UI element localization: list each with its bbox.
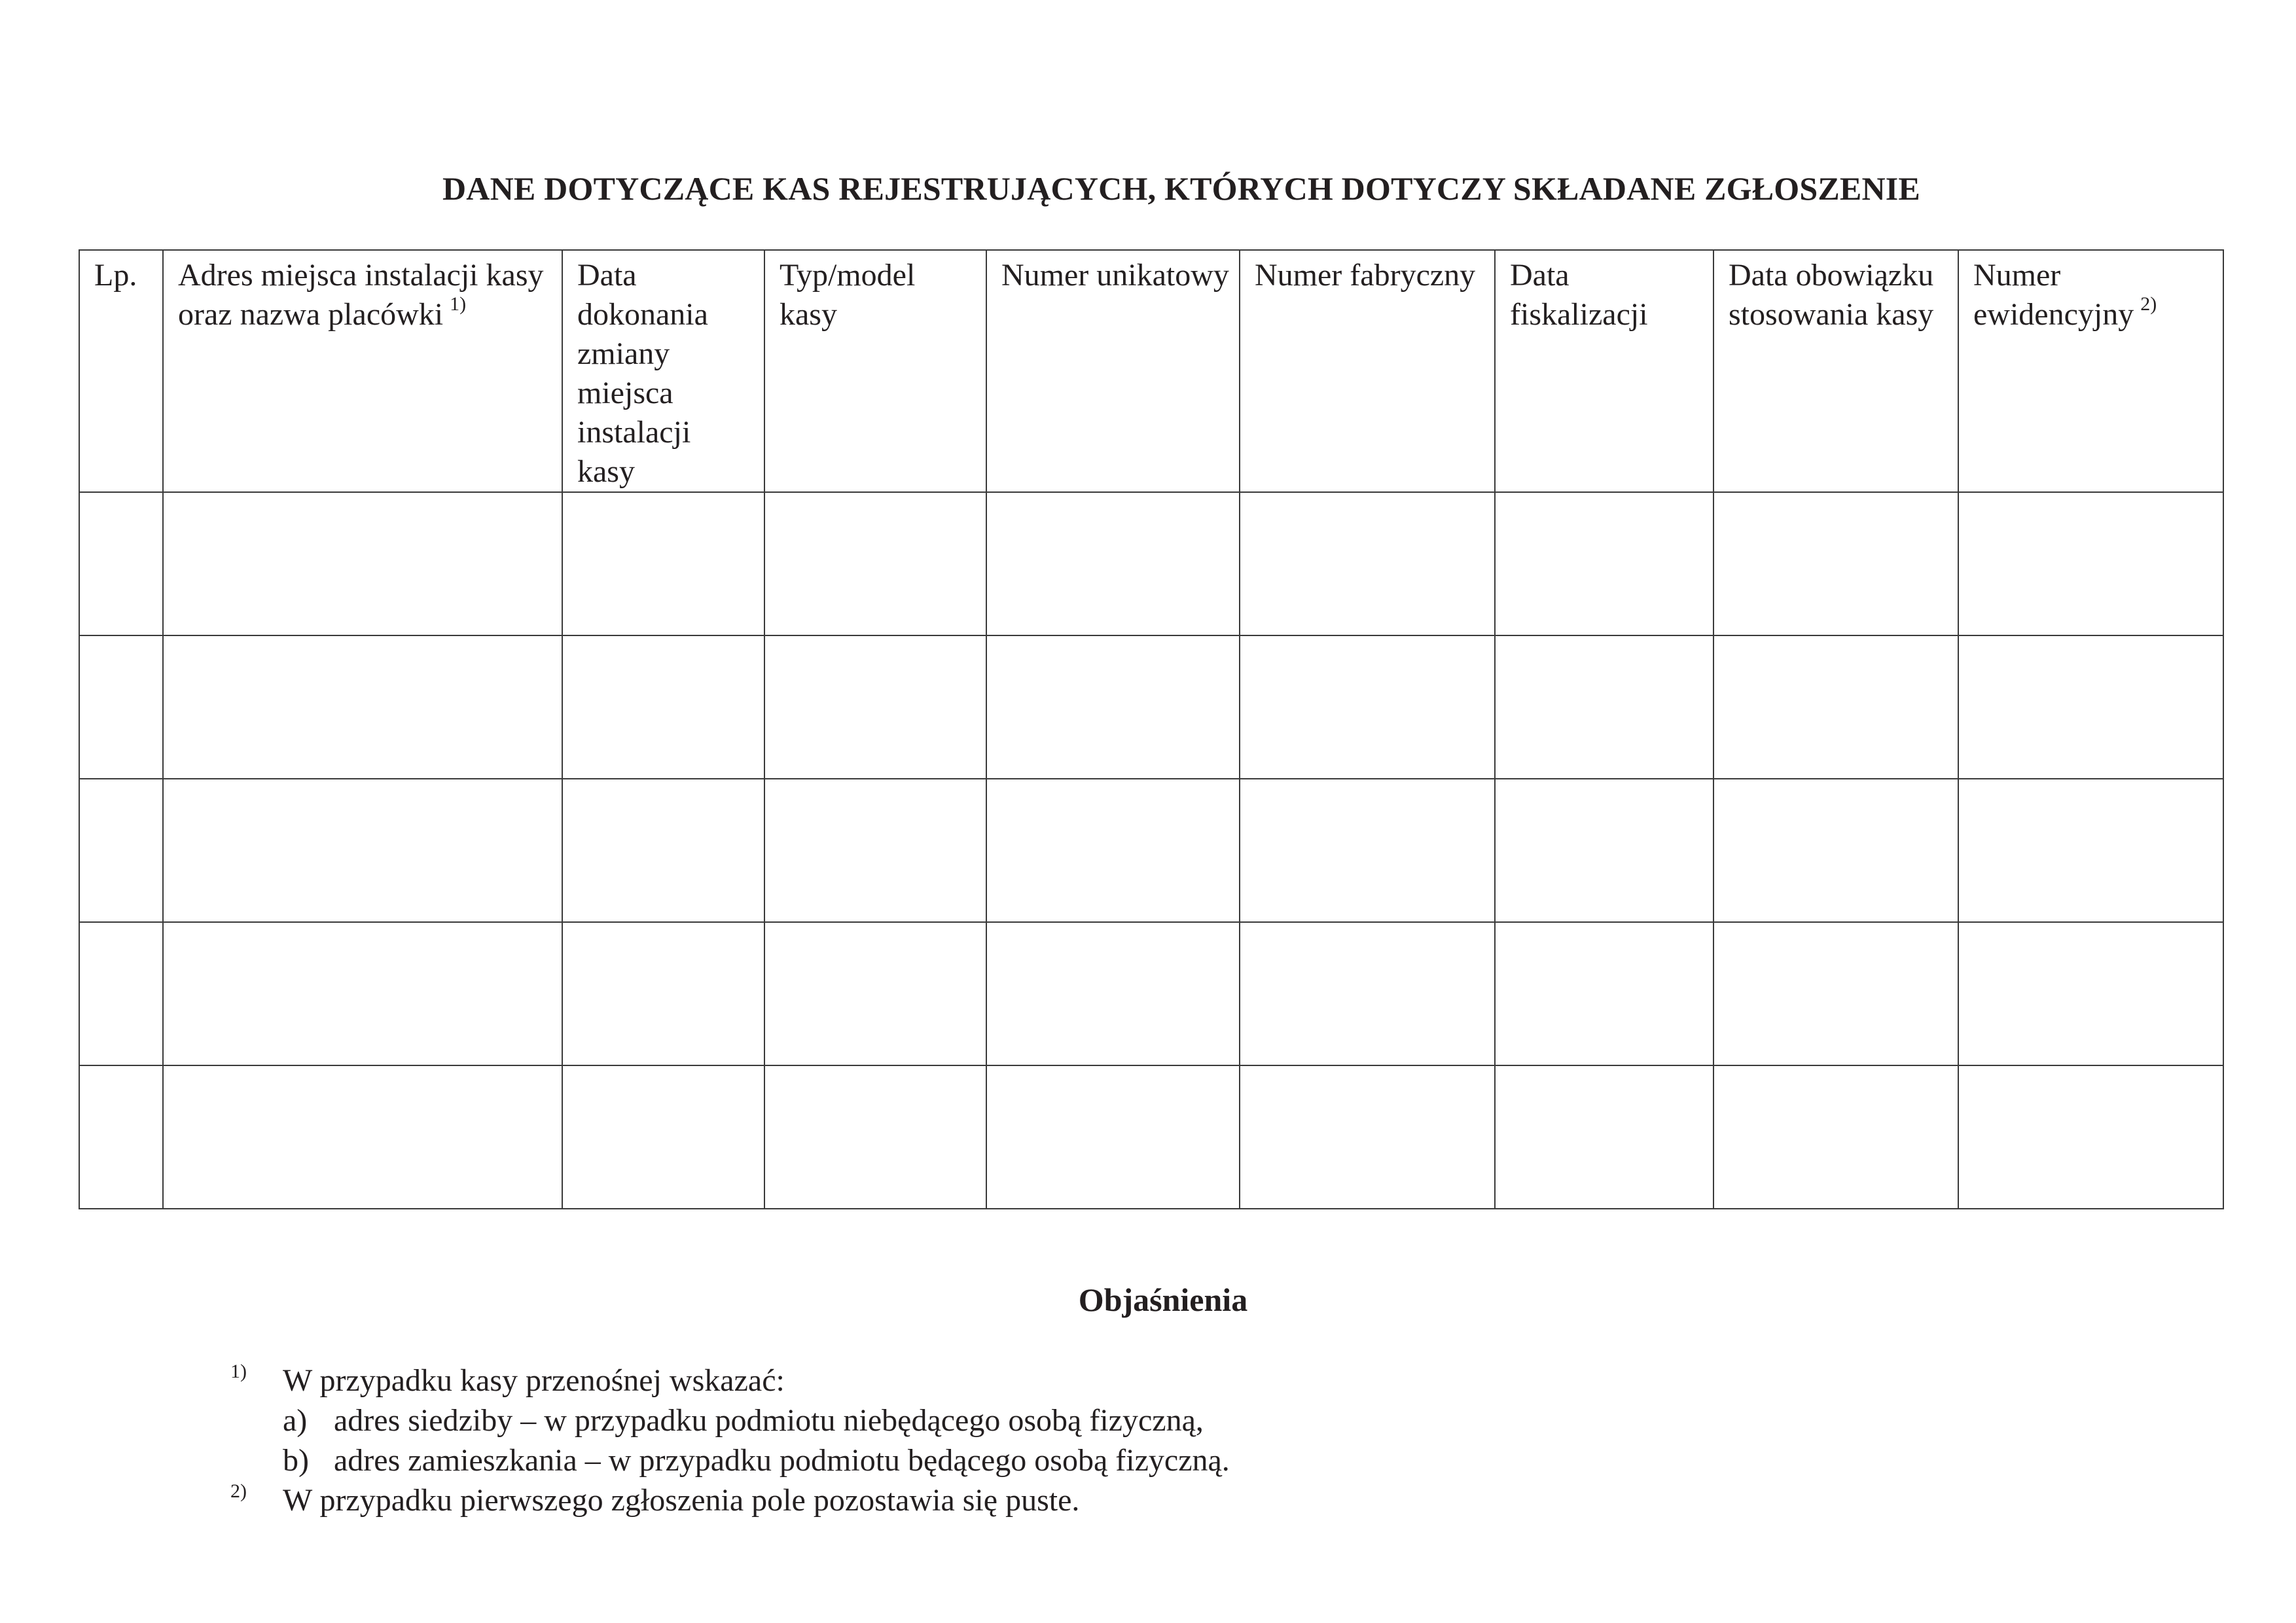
table-cell[interactable] (764, 635, 986, 779)
table-cell[interactable] (1713, 635, 1958, 779)
header-label: Data fiskalizacji (1510, 258, 1648, 332)
table-cell[interactable] (163, 635, 562, 779)
header-label: Adres miejsca instalacji kasy oraz nazwa placówki (178, 258, 544, 332)
table-cell[interactable] (986, 492, 1240, 635)
table-cell[interactable] (1958, 779, 2223, 922)
footnote-marker: 2) (230, 1480, 247, 1502)
header-fiscalization-date (1495, 250, 1713, 492)
table-cell[interactable] (1713, 1065, 1958, 1209)
document-title: DANE DOTYCZĄCE KAS REJESTRUJĄCYCH, KTÓRYCH DOTYCZY SKŁADANE ZGŁOSZENIE (442, 170, 1920, 207)
footnote-ref: 2) (2140, 293, 2157, 315)
footnote-marker: 1) (230, 1361, 247, 1382)
header-obligation-date (1713, 250, 1958, 492)
table-cell[interactable] (1495, 635, 1713, 779)
footnote-ref: 1) (450, 293, 467, 315)
table-cell[interactable] (1495, 492, 1713, 635)
table-cell[interactable] (163, 492, 562, 635)
header-model (764, 250, 986, 492)
table-cell[interactable] (764, 779, 986, 922)
table-cell[interactable] (562, 1065, 764, 1209)
table-cell[interactable] (1240, 492, 1495, 635)
table-cell[interactable] (764, 1065, 986, 1209)
table-row (79, 1065, 2223, 1209)
table-cell[interactable] (986, 779, 1240, 922)
table-cell[interactable] (562, 922, 764, 1065)
table-row (79, 779, 2223, 922)
header-factory-number (1240, 250, 1495, 492)
footnote-text: W przypadku kasy przenośnej wskazać: (283, 1363, 785, 1398)
table-cell[interactable] (163, 1065, 562, 1209)
header-label: Lp. (94, 258, 137, 293)
table-cell[interactable] (79, 779, 163, 922)
table-cell[interactable] (1240, 779, 1495, 922)
header-registry-number (1958, 250, 2223, 492)
table-row (79, 492, 2223, 635)
table-header-row (79, 250, 2223, 492)
table-row (79, 922, 2223, 1065)
footnote-text: W przypadku pierwszego zgłoszenia pole pozostawia się puste. (283, 1483, 1080, 1518)
table-cell[interactable] (1958, 922, 2223, 1065)
table-cell[interactable] (1495, 922, 1713, 1065)
table-cell[interactable] (562, 492, 764, 635)
cash-registers-table (79, 249, 2224, 1209)
table-cell[interactable] (986, 1065, 1240, 1209)
table-cell[interactable] (986, 635, 1240, 779)
table-cell[interactable] (764, 492, 986, 635)
table-cell[interactable] (1240, 1065, 1495, 1209)
table-cell[interactable] (79, 492, 163, 635)
item-letter: a) (283, 1403, 308, 1438)
table-cell[interactable] (1240, 922, 1495, 1065)
header-change-date (562, 250, 764, 492)
item-text: adres siedziby – w przypadku podmiotu niebędącego osobą fizyczną, (334, 1403, 1204, 1438)
table-cell[interactable] (1240, 635, 1495, 779)
table-cell[interactable] (562, 635, 764, 779)
header-address (163, 250, 562, 492)
table-cell[interactable] (79, 922, 163, 1065)
header-label: Numer fabryczny (1255, 258, 1476, 293)
table-cell[interactable] (1958, 492, 2223, 635)
header-label: Data obowiązku stosowania kasy (1729, 258, 1934, 332)
table-cell[interactable] (79, 635, 163, 779)
table-row (79, 635, 2223, 779)
table-cell[interactable] (562, 779, 764, 922)
table-cell[interactable] (1713, 779, 1958, 922)
header-label: Typ/model kasy (780, 258, 916, 332)
table-cell[interactable] (1713, 922, 1958, 1065)
table-cell[interactable] (79, 1065, 163, 1209)
header-label: Numer unikatowy (1001, 258, 1229, 293)
header-label: Numer ewidencyjny (1973, 258, 2134, 332)
table-cell[interactable] (1958, 1065, 2223, 1209)
table-cell[interactable] (1958, 635, 2223, 779)
table-body (79, 492, 2223, 1209)
table-cell[interactable] (163, 922, 562, 1065)
item-text: adres zamieszkania – w przypadku podmiotu będącego osobą fizyczną. (334, 1443, 1230, 1478)
table-cell[interactable] (986, 922, 1240, 1065)
table-cell[interactable] (1713, 492, 1958, 635)
header-unique-number (986, 250, 1240, 492)
table-cell[interactable] (1495, 779, 1713, 922)
table-cell[interactable] (764, 922, 986, 1065)
table-cell[interactable] (1495, 1065, 1713, 1209)
table-cell[interactable] (163, 779, 562, 922)
explanations-heading: Objaśnienia (1078, 1281, 1248, 1318)
header-lp (79, 250, 163, 492)
item-letter: b) (283, 1443, 309, 1478)
header-label: Data dokonania zmiany miejsca instalacji kasy (577, 258, 708, 489)
